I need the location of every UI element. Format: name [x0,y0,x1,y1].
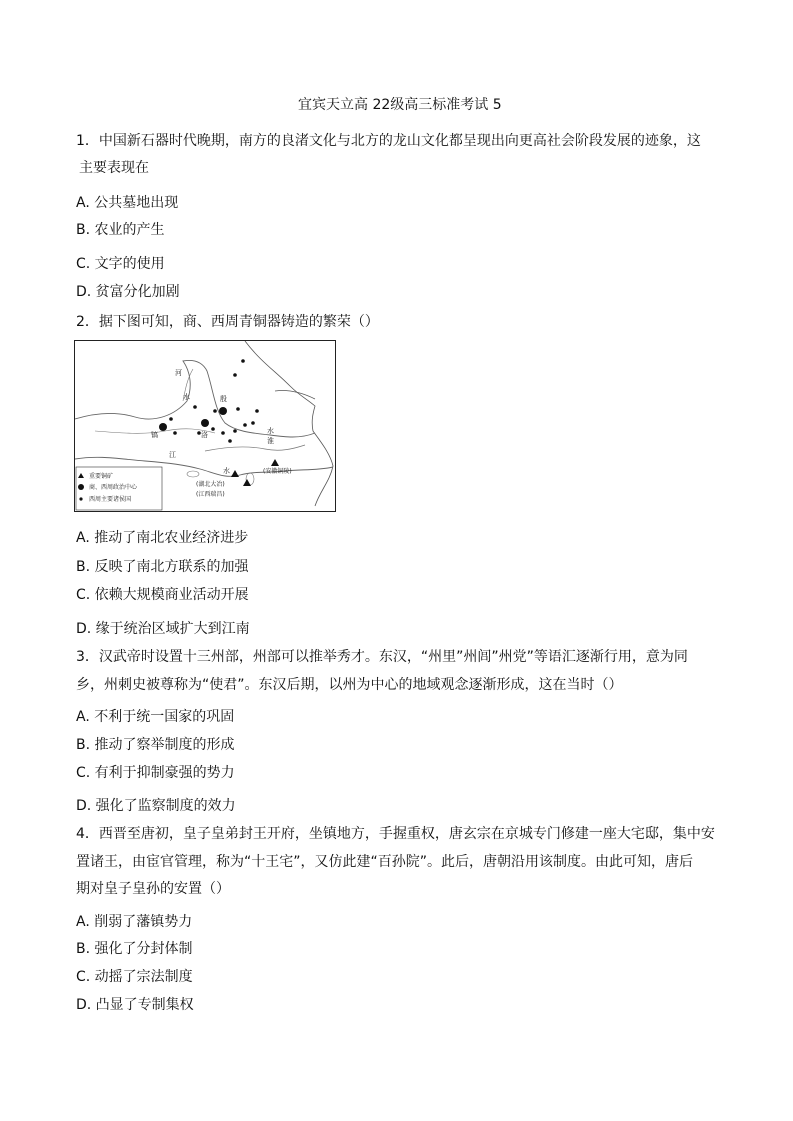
question-3-option-b[interactable]: B. 推动了察举制度的形成 [76,737,235,753]
map-drawing [75,341,335,511]
question-4-option-a[interactable]: A. 削弱了藩镇势力 [76,914,193,930]
map-label-hao: 镐 [151,431,158,439]
question-3-option-c[interactable]: C. 有利于抑制豪强的势力 [76,765,235,781]
coastline [245,341,333,506]
map-label-hubei: (湖北大冶) [196,481,225,488]
map-label-yin: 殷 [220,395,227,403]
map-label-huai: 淮 [267,437,274,445]
question-1-option-c[interactable]: C. 文字的使用 [76,256,165,272]
map-label-he: 河 [175,369,182,377]
question-3-option-a[interactable]: A. 不利于统一国家的巩固 [76,709,235,725]
map-label-luo: 洛 [201,431,208,439]
question-1-option-d[interactable]: D. 贫富分化加剧 [76,284,180,300]
bronze-mine-map [74,340,336,512]
peninsula-outline [275,390,315,399]
question-1-option-a[interactable]: A. 公共墓地出现 [76,195,179,211]
center-yin [219,407,227,415]
question-4-stem-line3: 期对皇子皇孙的安置（） [76,881,230,897]
map-label-shui-2: 水 [267,427,274,435]
question-2-stem: 2．据下图可知，商、西周青铜器铸造的繁荣（） [76,314,379,330]
legend-center-label: 商、西周政治中心 [89,484,138,491]
page-title: 宜宾天立高 22级高三标准考试 5 [298,97,502,113]
question-1-option-b[interactable]: B. 农业的产生 [76,222,165,238]
question-4-option-b[interactable]: B. 强化了分封体制 [76,941,193,957]
map-label-jiangxi: (江西瑞昌) [196,491,225,498]
map-legend [76,467,162,510]
question-3-stem-line2: 乡，州刺史被尊称为“使君”。东汉后期，以州为中心的地域观念逐渐形成，这在当时（） [76,677,623,693]
map-label-shui-3: 水 [223,467,230,475]
legend-center-symbol [78,484,84,490]
question-1-stem-line2: 主要表现在 [79,160,149,176]
question-2-option-b[interactable]: B. 反映了南北方联系的加强 [76,559,249,575]
question-3-stem-line1: 3．汉武帝时设置十三州部，州部可以推举秀才。东汉，“州里”州闾”州党”等语汇逐渐行用，意为同 [76,649,688,665]
center-luo [201,419,209,427]
lake-dongting [187,471,199,477]
mine-jiangxi [243,479,251,486]
vassal-dots [169,359,259,443]
map-label-anhui: (安徽铜陵) [263,468,292,475]
question-2-option-c[interactable]: C. 依赖大规模商业活动开展 [76,587,249,603]
center-hao [159,423,167,431]
question-4-option-c[interactable]: C. 动摇了宗法制度 [76,969,193,985]
question-4-option-d[interactable]: D. 凸显了专制集权 [76,997,194,1013]
legend-mine-label: 重要铜矿 [89,473,114,480]
question-2-option-a[interactable]: A. 推动了南北农业经济进步 [76,530,249,546]
map-label-jiang: 江 [169,451,176,459]
mine-hubei [231,470,239,477]
question-3-option-d[interactable]: D. 强化了监察制度的效力 [76,798,236,814]
question-4-stem-line2: 置诸王，由宦官管理，称为“十王宅”，又仿此建“百孙院”。此后，唐朝沿用该制度。由此可知，唐后 [76,854,694,870]
legend-vassal-label: 西周主要诸侯国 [89,496,132,503]
yellow-river [75,360,315,437]
legend-vassal-symbol [79,497,82,500]
question-4-stem-line1: 4．西晋至唐初，皇子皇弟封王开府，坐镇地方，手握重权，唐玄宗在京城专门修建一座大宅邸，集中安 [76,826,715,842]
huai-river [205,445,305,451]
question-1-stem-line1: 1．中国新石器时代晚期，南方的良渚文化与北方的龙山文化都呈现出向更高社会阶段发展的迹象，这 [76,133,701,149]
map-label-shui-1: 水 [183,393,190,401]
question-2-option-d[interactable]: D. 缘于统治区域扩大到江南 [76,621,250,637]
mine-anhui [271,459,279,466]
